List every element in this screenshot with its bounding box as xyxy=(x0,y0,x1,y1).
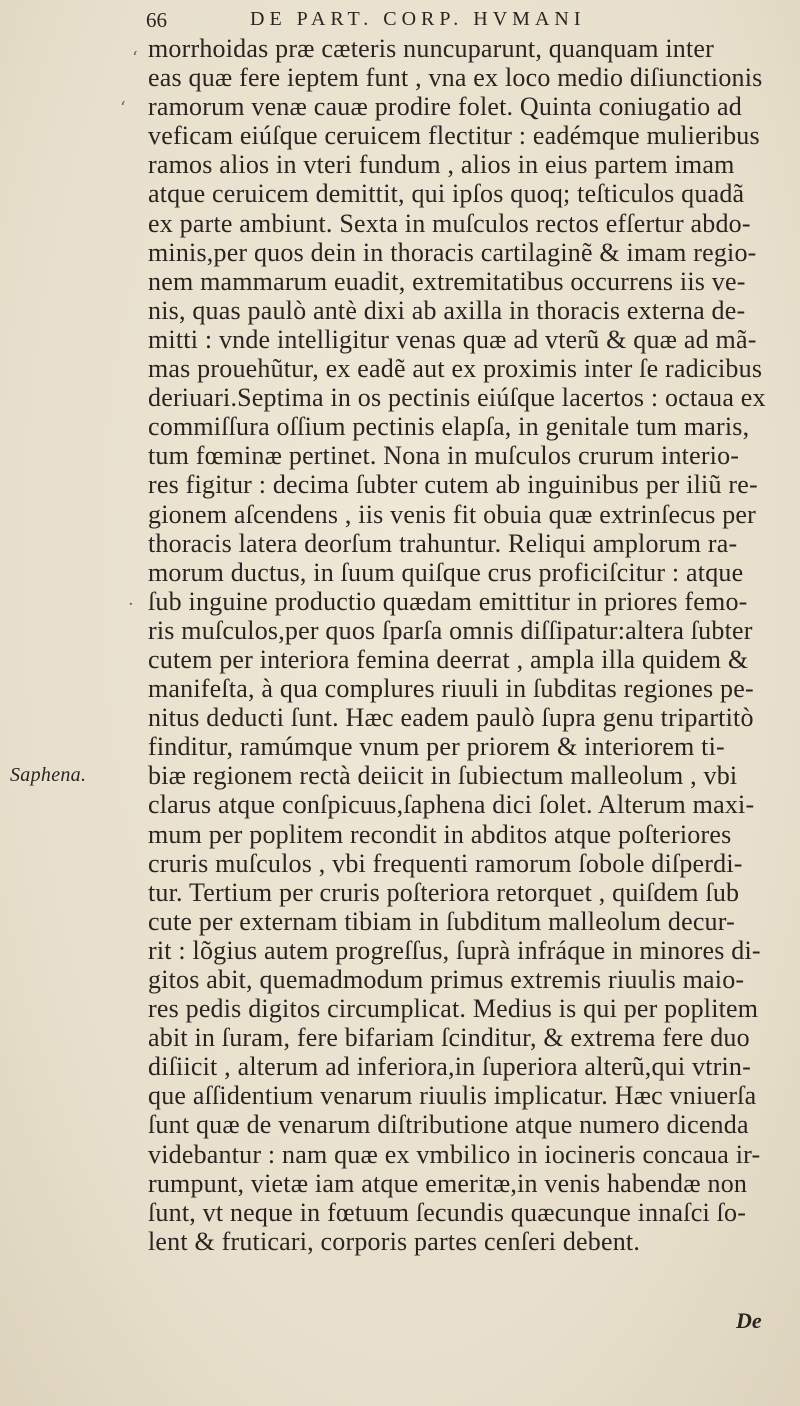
text-line: morum ductus, in ſuum quiſque crus proficiſcitur : atque xyxy=(148,557,744,587)
text-line: res pedis digitos circumplicat. Medius is qui per poplitem xyxy=(148,994,759,1024)
text-line: res figitur : decima ſubter cutem ab inguinibus per iliũ re- xyxy=(148,470,758,500)
ink-speck: ʻ xyxy=(132,48,138,69)
text-line: cutem per interiora femina deerrat , ampla illa quidem & xyxy=(148,644,749,674)
text-line: que aſſidentium venarum riuulis implicatur. Hæc vniuerſa xyxy=(148,1081,757,1111)
text-line: lent & fruticari, corporis partes cenſeri debent. xyxy=(148,1226,641,1256)
ink-speck: ʻ xyxy=(120,98,126,119)
text-line: manifeſta, à qua complures riuuli in ſubditas regiones pe- xyxy=(148,674,754,704)
text-line: ſub inguine productio quædam emittitur in priores femo- xyxy=(148,586,748,616)
text-line: mum per poplitem recondit in abditos atque poſteriores xyxy=(148,819,732,849)
text-line: minis,per quos dein in thoracis cartilaginẽ & imam regio- xyxy=(148,237,757,267)
text-line: morrhoidas præ cæteris nuncuparunt, quanquam inter xyxy=(148,34,714,63)
text-line: diſiicit , alterum ad inferiora,in ſuperiora alterũ,qui vtrin- xyxy=(148,1052,751,1082)
text-line: commiſſura oſſium pectinis elapſa, in genitale tum maris, xyxy=(148,412,750,442)
text-line: rit : lõgius autem progreſſus, ſuprà infráque in minores di- xyxy=(148,935,761,965)
text-line: videbantur : nam quæ ex vmbilico in iocineris concaua ir- xyxy=(148,1139,761,1169)
text-line: biæ regionem rectà deiicit in ſubiectum malleolum , vbi xyxy=(148,761,738,791)
text-line: cute per externam tibiam in ſubditum malleolum decur- xyxy=(148,906,735,936)
text-line: tur. Tertium per cruris poſteriora retorquet , quiſdem ſub xyxy=(148,877,740,907)
body-text xyxy=(148,34,788,1256)
text-line: ſunt, vt neque in fœtuum ſecundis quæcunque innaſci ſo- xyxy=(148,1197,747,1227)
running-title: DE PART. CORP. HVMANI xyxy=(250,8,586,30)
text-line: mitti : vnde intelligitur venas quæ ad vterũ & quæ ad mã- xyxy=(148,324,757,354)
text-line: tum fœminæ pertinet. Nona in muſculos crurum interio- xyxy=(148,441,740,471)
text-line: gitos abit, quemadmodum primus extremis riuulis maio- xyxy=(148,965,745,994)
text-line: nem mammarum euadit, extremitatibus occurrens iis ve- xyxy=(148,266,746,296)
text-line: ramorum venæ cauæ prodire folet. Quinta coniugatio ad xyxy=(148,92,742,122)
text-line: thoracis latera deorſum trahuntur. Reliqui amplorum ra- xyxy=(148,528,738,558)
text-line: atque ceruicem demittit, qui ipſos quoq; teſticulos quadã xyxy=(148,179,745,209)
text-line: finditur, ramúmque vnum per priorem & interiorem ti- xyxy=(148,732,725,762)
text-line: nitus deducti ſunt. Hæc eadem paulò ſupra genu tripartitò xyxy=(148,703,754,733)
page-header xyxy=(146,4,706,36)
text-line: nis, quas paulò antè dixi ab axilla in thoracis externa de- xyxy=(148,295,746,325)
text-line: mas prouehũtur, ex eadẽ aut ex proximis inter ſe radicibus xyxy=(148,354,763,384)
text-line: ramos alios in vteri fundum , alios in eius partem imam xyxy=(148,150,735,180)
text-line: ſunt quæ de venarum diſtributione atque numero dicenda xyxy=(148,1110,749,1140)
text-line: ris muſculos,per quos ſparſa omnis diſſipatur:altera ſubter xyxy=(148,615,753,645)
text-line: veficam eiúſque ceruicem flectitur : eadémque mulieribus xyxy=(148,121,760,151)
text-line: ex parte ambiunt. Sexta in muſculos rectos efſertur abdo- xyxy=(148,208,751,238)
text-line: deriuari.Septima in os pectinis eiúſque lacertos : octaua ex xyxy=(148,383,766,413)
text-line: eas quæ fere ieptem funt , vna ex loco medio diſiunctionis xyxy=(148,63,763,93)
page-number: 66 xyxy=(146,8,167,32)
text-line: cruris muſculos , vbi frequenti ramorum ſobole diſperdi- xyxy=(148,848,743,878)
text-line: rumpunt, vietæ iam atque emeritæ,in venis habendæ non xyxy=(148,1168,748,1198)
text-line: abit in ſuram, fere bifariam ſcinditur, & extrema fere duo xyxy=(148,1023,750,1053)
text-line: clarus atque conſpicuus,ſaphena dici ſolet. Alterum maxi- xyxy=(148,790,755,820)
text-line: gionem aſcendens , iis venis fit obuia quæ extrinſecus per xyxy=(148,499,757,529)
ink-speck: · xyxy=(128,594,134,615)
margin-note: Saphena. xyxy=(10,764,87,786)
catchword: De xyxy=(736,1308,762,1333)
